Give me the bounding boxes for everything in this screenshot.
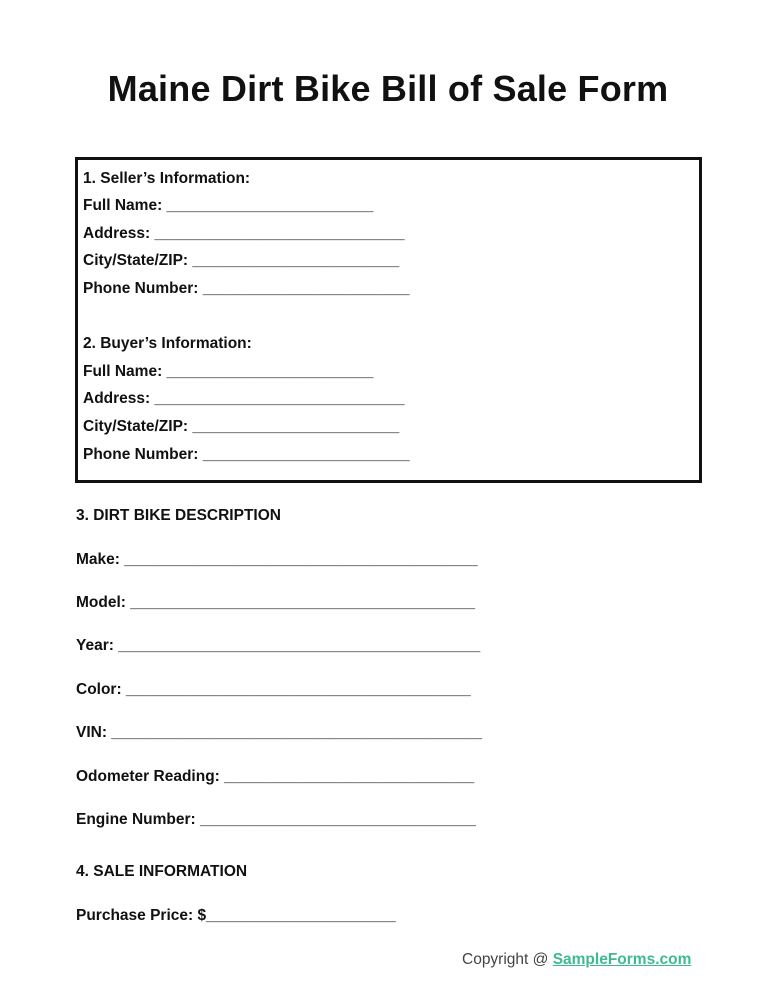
engine-number-field[interactable]: Engine Number: ________________________________ (76, 811, 476, 828)
buyer-heading: 2. Buyer’s Information: (83, 335, 252, 352)
description-heading: 3. DIRT BIKE DESCRIPTION (76, 507, 281, 524)
seller-heading: 1. Seller’s Information: (83, 170, 251, 187)
seller-full-name-field[interactable]: Full Name: ________________________ (83, 197, 374, 214)
sale-heading: 4. SALE INFORMATION (76, 863, 248, 880)
brand-link[interactable]: SampleForms.com (552, 951, 692, 968)
buyer-address-field[interactable]: Address: _____________________________ (83, 390, 405, 407)
buyer-city-state-zip-field[interactable]: City/State/ZIP: ________________________ (83, 418, 400, 435)
odometer-field[interactable]: Odometer Reading: _____________________________ (76, 768, 475, 785)
copyright-text: Copyright @ (462, 951, 553, 968)
buyer-phone-field[interactable]: Phone Number: ________________________ (83, 446, 410, 463)
page-title: Maine Dirt Bike Bill of Sale Form (107, 68, 669, 109)
seller-address-field[interactable]: Address: _____________________________ (83, 225, 405, 242)
seller-city-state-zip-field[interactable]: City/State/ZIP: ________________________ (83, 252, 400, 269)
year-field[interactable]: Year: __________________________________________ (76, 637, 481, 654)
seller-phone-field[interactable]: Phone Number: ________________________ (83, 280, 410, 297)
make-field[interactable]: Make: _________________________________________ (76, 551, 478, 568)
vin-field[interactable]: VIN: ___________________________________________ (76, 724, 482, 741)
purchase-price-field[interactable]: Purchase Price: $______________________ (76, 907, 396, 924)
model-field[interactable]: Model: ________________________________________ (76, 594, 476, 611)
color-field[interactable]: Color: ________________________________________ (76, 681, 471, 698)
buyer-full-name-field[interactable]: Full Name: ________________________ (83, 363, 374, 380)
copyright-footer (462, 951, 691, 969)
